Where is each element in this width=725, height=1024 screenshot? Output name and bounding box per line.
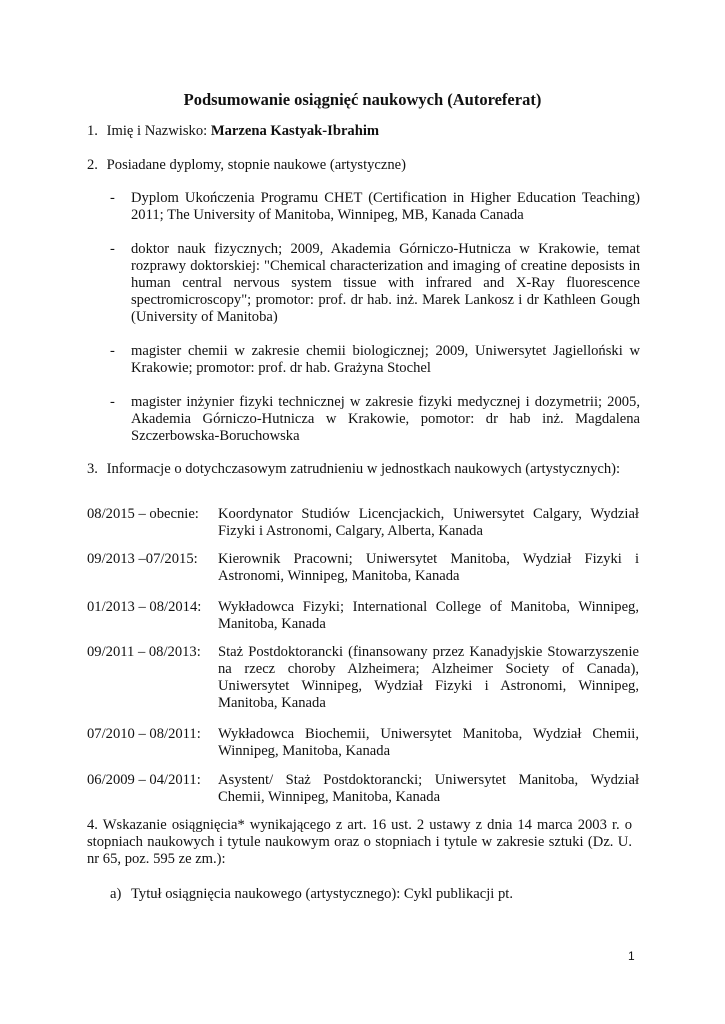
section-heading: Posiadane dyplomy, stopnie naukowe (artystyczne): [106, 157, 407, 173]
list-item: [110, 343, 640, 377]
person-name: Marzena Kastyak-Ibrahim: [210, 123, 380, 139]
sub-item-marker: a): [110, 886, 122, 902]
diploma-text: magister inżynier fizyki technicznej w zakresie fizyki medycznej i dozymetrii; 2005, Akademia Górniczo-Hutnicza w Krakowie, pomotor: dr hab inż. Magdalena Szczerbowska-Boruchowska: [131, 394, 640, 444]
section-number: 3.: [87, 461, 98, 477]
dash-bullet: -: [110, 394, 115, 410]
employment-dates: 07/2010 – 08/2011:: [87, 726, 201, 742]
employment-dates: 08/2015 – obecnie:: [87, 506, 199, 522]
sub-item: [110, 886, 640, 903]
dash-bullet: -: [110, 343, 115, 359]
employment-dates: 09/2011 – 08/2013:: [87, 644, 201, 660]
section-text: Wskazanie osiągnięcia* wynikającego z art. 16 ust. 2 ustawy z dnia 14 marca 2003 r. o stopniach naukowych i tytule naukowym oraz o stopniach i tytule w zakresie sztuki (Dz. U. nr 65, poz. 595 ze zm.):: [87, 817, 632, 867]
section-heading: Informacje o dotychczasowym zatrudnieniu w jednostkach naukowych (artystycznych):: [106, 461, 621, 477]
diploma-text: magister chemii w zakresie chemii biologicznej; 2009, Uniwersytet Jagielloński w Krakowie; promotor: prof. dr hab. Grażyna Stochel: [131, 343, 640, 376]
employment-dates: 06/2009 – 04/2011:: [87, 772, 201, 788]
page-number: 1: [628, 949, 635, 963]
diploma-text: doktor nauk fizycznych; 2009, Akademia Górniczo-Hutnicza w Krakowie, temat rozprawy doktorskiej: "Chemical characterization and imaging of creatine deposists in human central nervous system tissue with infrared and X-Ray fluorescence spectromicroscopy"; promotor: prof. dr hab. inż. Marek Lankosz i dr Kathleen Gough (University of Manitoba): [131, 241, 640, 325]
page-title: Podsumowanie osiągnięć naukowych (Autoreferat): [183, 90, 542, 109]
section-employment-heading: [87, 461, 639, 478]
employment-row: [87, 772, 639, 806]
employment-dates: 01/2013 – 08/2014:: [87, 599, 202, 615]
employment-description: Wykładowca Biochemii, Uniwersytet Manitoba, Wydział Chemii, Winnipeg, Manitoba, Kanada: [218, 726, 639, 759]
employment-row: [87, 644, 639, 712]
section-name: [87, 123, 639, 140]
employment-description: Kierownik Pracowni; Uniwersytet Manitoba, Wydział Fizyki i Astronomi, Winnipeg, Manitoba, Kanada: [218, 551, 639, 584]
name-label: Imię i Nazwisko:: [106, 123, 211, 139]
list-item: [110, 190, 640, 224]
employment-row: [87, 599, 639, 633]
dash-bullet: -: [110, 241, 115, 257]
employment-description: Asystent/ Staż Postdoktorancki; Uniwersytet Manitoba, Wydział Chemii, Winnipeg, Manitoba, Kanada: [218, 772, 639, 805]
sub-item-text: Tytuł osiągnięcia naukowego (artystycznego): Cykl publikacji pt.: [131, 886, 513, 902]
employment-row: [87, 551, 639, 585]
employment-row: [87, 726, 639, 760]
employment-description: Staż Postdoktorancki (finansowany przez Kanadyjskie Stowarzyszenie na rzecz choroby Alzheimera; Alzheimer Society of Canada), Uniwersytet Winnipeg, Wydział Fizyki i Astronomi, Winnipeg, Manitoba, Kanada: [218, 644, 639, 711]
list-item: [110, 394, 640, 445]
dash-bullet: -: [110, 190, 115, 206]
section-number: 2.: [87, 157, 98, 173]
employment-dates: 09/2013 –07/2015:: [87, 551, 198, 567]
section-number: 1.: [87, 123, 98, 139]
employment-description: Koordynator Studiów Licencjackich, Uniwersytet Calgary, Wydział Fizyki i Astronomi, Calgary, Alberta, Kanada: [218, 506, 639, 539]
section-achievement: [87, 817, 632, 868]
employment-description: Wykładowca Fizyki; International College of Manitoba, Winnipeg, Manitoba, Kanada: [218, 599, 639, 632]
diploma-text: Dyplom Ukończenia Programu CHET (Certification in Higher Education Teaching) 2011; The University of Manitoba, Winnipeg, MB, Kanada Canada: [131, 190, 640, 223]
section-number: 4.: [87, 817, 98, 833]
employment-row: [87, 506, 639, 540]
list-item: [110, 241, 640, 326]
section-diplomas-heading: [87, 157, 639, 174]
